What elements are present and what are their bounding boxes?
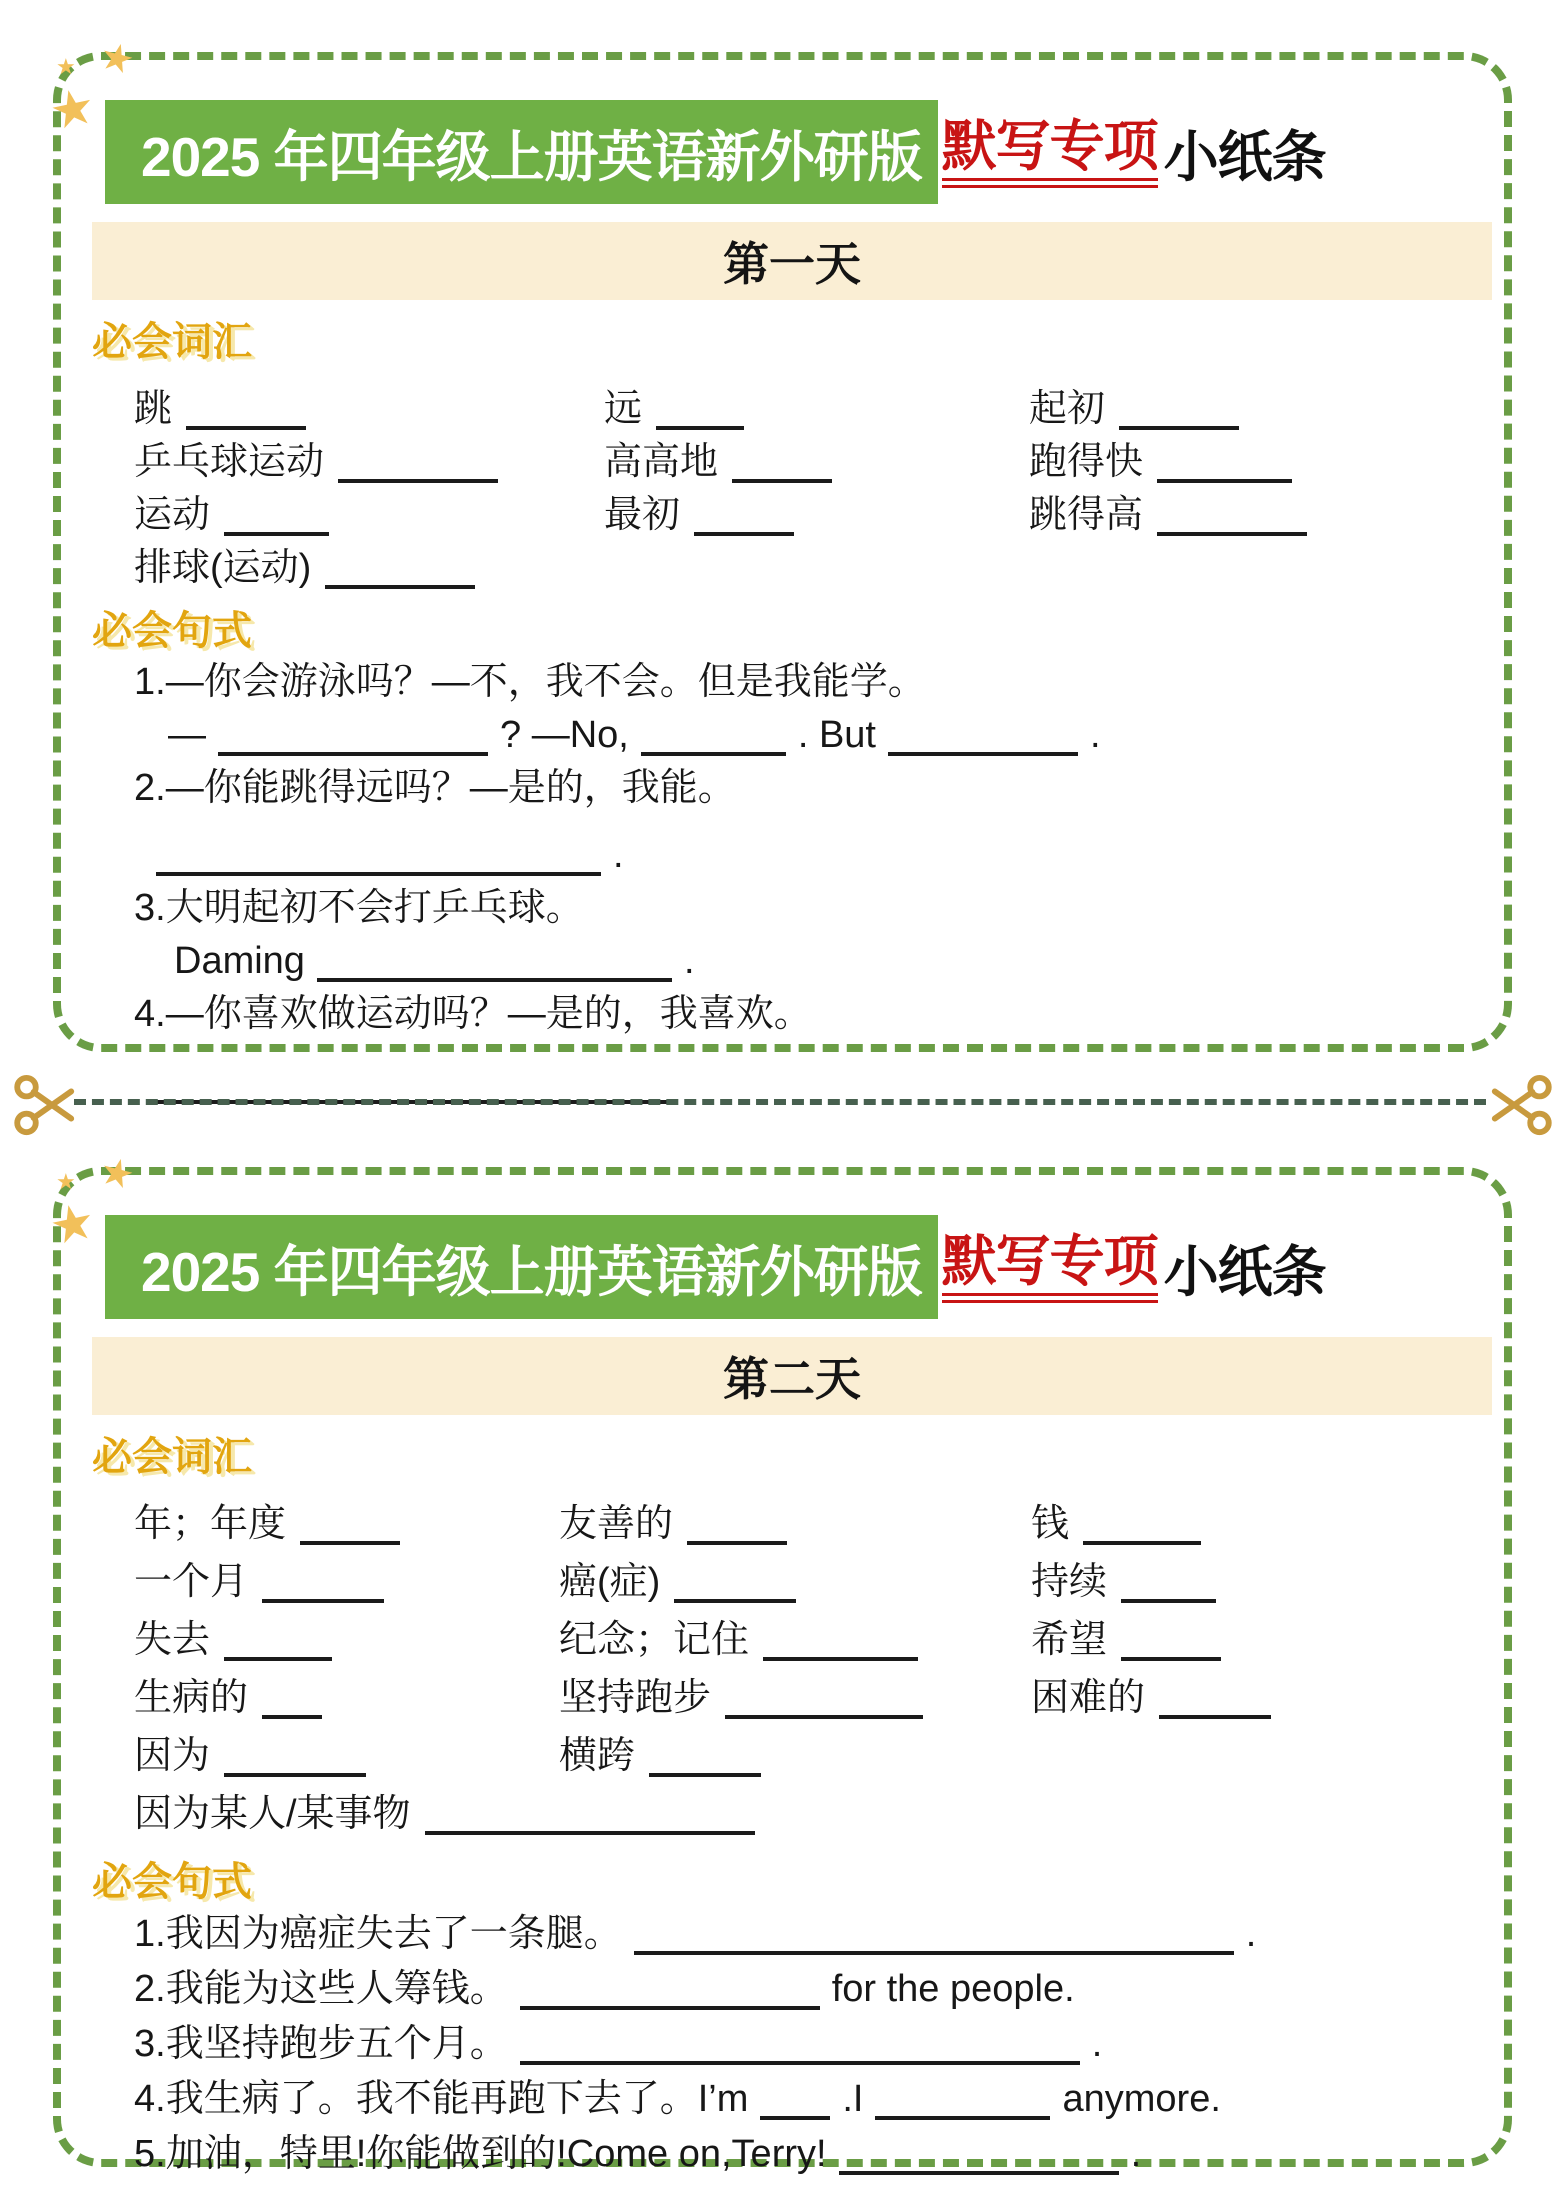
vocab-label: 起初 (1029, 388, 1106, 430)
answer-blank[interactable] (732, 449, 832, 483)
vocab-label: 一个月 (134, 1561, 249, 1603)
sentence-answer-line (134, 935, 1504, 988)
answer-blank[interactable] (641, 722, 786, 756)
sentence-text: Daming (174, 940, 305, 982)
sentence-line (134, 2127, 1504, 2182)
vocab-item (134, 1608, 559, 1666)
answer-blank[interactable] (425, 1801, 755, 1835)
star-icon: ★ (56, 1169, 76, 1194)
vocab-item (1031, 1550, 1504, 1608)
vocab-label: 持续 (1031, 1561, 1108, 1603)
sentence-list (134, 1907, 1504, 2182)
answer-blank[interactable] (725, 1685, 923, 1719)
day-banner-label: 第二天 (723, 1353, 861, 1405)
sentence-text: .I (842, 2078, 864, 2120)
vocab-label: 癌(症) (559, 1561, 661, 1603)
title-green-highlight: 2025 年四年级上册英语新外研版 (105, 1215, 938, 1319)
vocab-item (134, 1782, 1504, 1840)
vocab-label: 运动 (134, 494, 211, 536)
sentence-text: 1.我因为癌症失去了一条腿。 (134, 1913, 622, 1955)
answer-blank[interactable] (1121, 1627, 1221, 1661)
page-title (105, 100, 1504, 204)
vocab-item (559, 1724, 1031, 1782)
sentence-line (134, 1907, 1504, 1962)
sentence-text: 1.—你会游泳吗？—不，我不会。但是我能学。 (134, 661, 926, 703)
star-icon: ★ (56, 54, 76, 79)
vocab-item (134, 1550, 559, 1608)
vocab-label: 生病的 (134, 1677, 249, 1719)
vocab-item (604, 377, 1029, 430)
vocab-item (559, 1550, 1031, 1608)
answer-blank[interactable] (1121, 1569, 1216, 1603)
vocab-item (134, 536, 604, 589)
vocab-label: 排球(运动) (134, 547, 312, 589)
day-banner (92, 222, 1492, 300)
answer-blank[interactable] (262, 1685, 322, 1719)
vocab-label: 跳得高 (1029, 494, 1144, 536)
vocab-label: 纪念；记住 (559, 1619, 750, 1661)
title-suffix: 小纸条 (1163, 125, 1326, 188)
vocab-item (134, 430, 604, 483)
vocab-item (1031, 1608, 1504, 1666)
day1-card (53, 52, 1512, 1052)
sentence-text: 4.—你喜欢做运动吗？—是的，我喜欢。 (134, 993, 812, 1035)
sentence-line (134, 762, 1504, 815)
sentence-text: 2.我能为这些人筹钱。 (134, 1968, 508, 2010)
vocab-label: 失去 (134, 1619, 211, 1661)
answer-blank[interactable] (1083, 1511, 1201, 1545)
vocab-item (559, 1608, 1031, 1666)
scissors-icon (1484, 1068, 1558, 1142)
vocab-label: 钱 (1031, 1503, 1070, 1545)
star-icon: ★ (44, 1191, 101, 1257)
vocab-item (1029, 430, 1504, 483)
sentence-list (134, 656, 1504, 1110)
title-suffix: 小纸条 (1163, 1240, 1326, 1303)
vocab-label: 坚持跑步 (559, 1677, 712, 1719)
sentence-text: anymore. (1062, 2078, 1221, 2120)
vocab-label: 横跨 (559, 1735, 636, 1777)
answer-blank[interactable] (1159, 1685, 1271, 1719)
answer-blank[interactable] (317, 948, 672, 982)
title-green-highlight: 2025 年四年级上册英语新外研版 (105, 100, 938, 204)
answer-blank[interactable] (656, 396, 744, 430)
vocab-label: 希望 (1031, 1619, 1108, 1661)
title-red-underlined: 默写专项 (942, 116, 1158, 189)
answer-blank[interactable] (649, 1743, 761, 1777)
sentence-line (134, 882, 1504, 935)
vocab-label: 困难的 (1031, 1677, 1146, 1719)
star-icon: ★ (95, 1149, 139, 1199)
answer-blank[interactable] (839, 2141, 1119, 2175)
sentence-line (134, 988, 1504, 1041)
vocab-item (134, 1666, 559, 1724)
vocab-item (559, 1492, 1031, 1550)
sentence-text: . (1091, 2023, 1103, 2065)
vocab-item (134, 377, 604, 430)
vocab-label: 友善的 (559, 1503, 674, 1545)
vocab-label: 因为某人/某事物 (134, 1793, 411, 1835)
answer-blank[interactable] (694, 502, 794, 536)
answer-blank[interactable] (262, 1569, 384, 1603)
sentence-text: . (613, 834, 624, 876)
sentence-text: . But (797, 714, 876, 756)
sentence-text: 3.大明起初不会打乒乓球。 (134, 887, 584, 929)
answer-blank[interactable] (325, 555, 475, 589)
answer-blank[interactable] (674, 1569, 796, 1603)
sentence-text: — (168, 714, 206, 756)
vocab-item (1031, 1492, 1504, 1550)
vocab-item (1031, 1724, 1504, 1782)
sentence-line (134, 656, 1504, 709)
sentence-text: 2.—你能跳得远吗？—是的，我能。 (134, 767, 736, 809)
answer-blank[interactable] (760, 2086, 830, 2120)
sentence-line (134, 1962, 1504, 2017)
vocab-item (1029, 377, 1504, 430)
vocab-label: 跳 (134, 388, 173, 430)
vocab-section-header: 必会词汇 (92, 320, 252, 364)
answer-blank[interactable] (218, 722, 488, 756)
sentence-line (134, 2017, 1504, 2072)
answer-blank[interactable] (224, 1627, 332, 1661)
cut-line (0, 1066, 1560, 1146)
star-icon: ★ (44, 76, 101, 142)
answer-blank[interactable] (875, 2086, 1050, 2120)
answer-blank[interactable] (687, 1511, 787, 1545)
answer-blank[interactable] (156, 842, 601, 876)
sentence-text: . (1089, 714, 1101, 756)
vocab-label: 乒乓球运动 (134, 441, 325, 483)
answer-blank[interactable] (888, 722, 1078, 756)
answer-blank[interactable] (224, 502, 329, 536)
sentence-text: . (683, 940, 695, 982)
vocab-label: 远 (604, 388, 643, 430)
vocab-section-header: 必会词汇 (92, 1435, 252, 1479)
vocab-item (604, 430, 1029, 483)
sentence-section-header: 必会句式 (92, 1860, 252, 1904)
answer-blank[interactable] (1157, 502, 1307, 536)
vocab-item (134, 1492, 559, 1550)
vocab-item (134, 483, 604, 536)
answer-blank[interactable] (300, 1511, 400, 1545)
answer-blank[interactable] (338, 449, 498, 483)
vocab-label: 最初 (604, 494, 681, 536)
vocab-grid (134, 1492, 1504, 1840)
sentence-answer-line (134, 709, 1504, 762)
day2-card (53, 1167, 1512, 2175)
sentence-text: ? —No, (500, 714, 629, 756)
vocab-label: 跑得快 (1029, 441, 1144, 483)
sentence-text: . (1130, 2133, 1142, 2175)
sentence-text: 4.我生病了。我不能再跑下去了。I’m (134, 2078, 749, 2120)
vocab-label: 高高地 (604, 441, 719, 483)
sentence-text: 5.加油，特里!你能做到的!Come on,Terry! (134, 2133, 827, 2175)
sentence-text: 3.我坚持跑步五个月。 (134, 2023, 508, 2065)
answer-blank[interactable] (186, 396, 306, 430)
vocab-item (1031, 1666, 1504, 1724)
sentence-section-header: 必会句式 (92, 609, 252, 653)
vocab-label: 因为 (134, 1735, 211, 1777)
sentence-text: . (1245, 1913, 1257, 1955)
vocab-grid (134, 377, 1504, 589)
vocab-item (134, 1724, 559, 1782)
sentence-answer-line (134, 829, 1504, 882)
vocab-item (1029, 483, 1504, 536)
answer-blank[interactable] (224, 1743, 366, 1777)
page-title (105, 1215, 1504, 1319)
sentence-line (134, 2072, 1504, 2127)
vocab-item (559, 1666, 1031, 1724)
answer-blank[interactable] (634, 1921, 1234, 1955)
scissors-icon (8, 1068, 82, 1142)
answer-blank[interactable] (520, 1976, 820, 2010)
answer-blank[interactable] (520, 2031, 1080, 2065)
answer-blank[interactable] (1157, 449, 1292, 483)
vocab-label: 年；年度 (134, 1503, 287, 1545)
day-banner (92, 1337, 1492, 1415)
day-banner-label: 第一天 (723, 238, 861, 290)
vocab-item (604, 483, 1029, 536)
answer-blank[interactable] (1119, 396, 1239, 430)
answer-blank[interactable] (763, 1627, 918, 1661)
title-red-underlined: 默写专项 (942, 1231, 1158, 1304)
cut-dashed-line (74, 1099, 1486, 1105)
sentence-text: for the people. (831, 1968, 1075, 2010)
star-icon: ★ (95, 34, 139, 84)
